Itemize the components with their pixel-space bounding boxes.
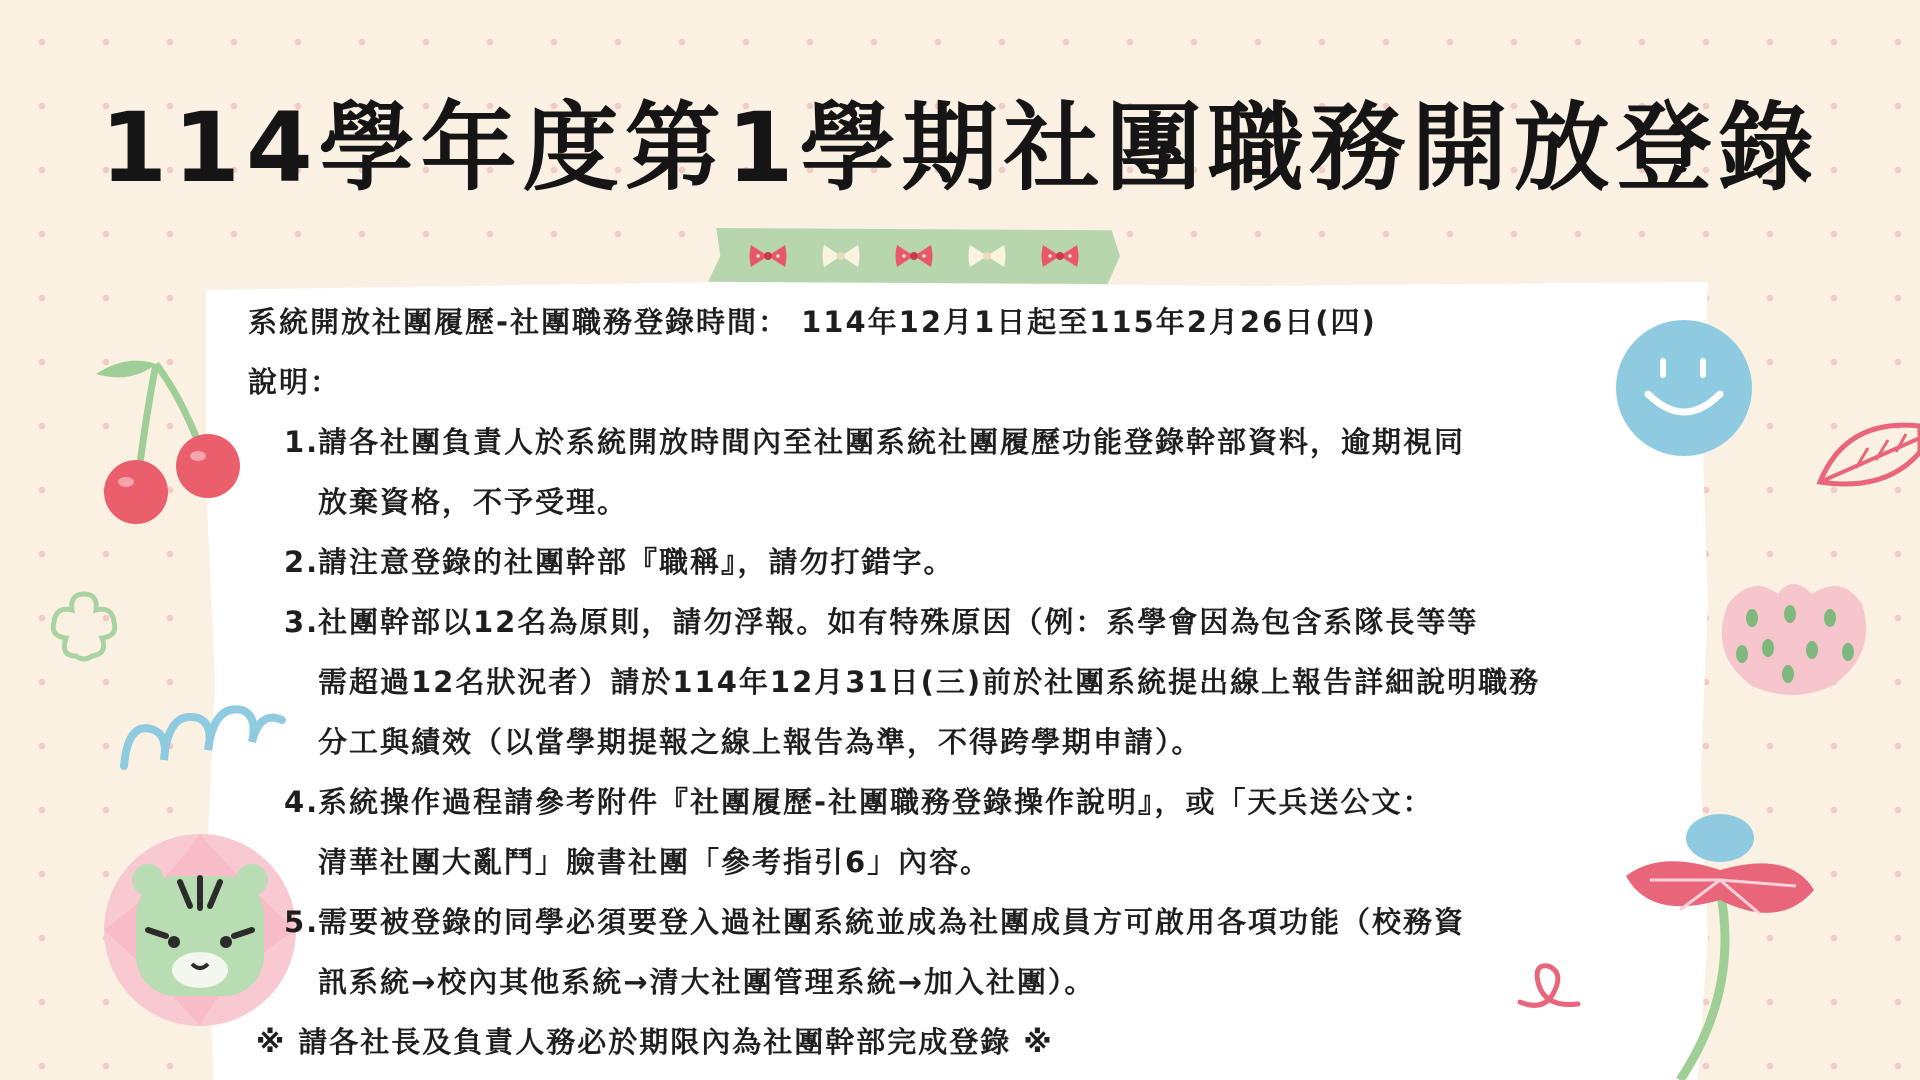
item-text: 需超過12名狀況者）請於114年12月31日(三)前於社團系統提出線上報告詳細說明職務	[318, 665, 1541, 699]
item-number: 1.	[284, 425, 320, 459]
item-number: 5.	[284, 905, 320, 939]
item-text: 分工與績效（以當學期提報之線上報告為準，不得跨學期申請）。	[318, 725, 1203, 759]
footer-note: ※ 請各社長及負責人務必於期限內為社團幹部完成登錄 ※	[256, 1025, 1054, 1059]
item-text: 系統操作過程請參考附件『社團履歷-社團職務登錄操作說明』，或「天兵送公文：	[318, 785, 1434, 819]
announcement-content	[248, 292, 1688, 1072]
item-text: 訊系統→校內其他系統→清大社團管理系統→加入社團）。	[318, 965, 1096, 999]
explanation-label: 說明：	[248, 365, 342, 399]
cherry-icon	[86, 344, 256, 534]
washi-tape	[708, 228, 1120, 284]
strawberry-flower-icon	[1712, 574, 1872, 698]
bow-red-icon	[748, 241, 788, 271]
bow-cream-icon	[967, 241, 1007, 271]
item-number: 2.	[284, 545, 320, 579]
item-text: 清華社團大亂鬥」臉書社團「參考指引6」內容。	[318, 845, 992, 879]
item-text: 社團幹部以12名為原則，請勿浮報。如有特殊原因（例：系學會因為包含系隊長等等	[318, 605, 1479, 639]
item-number: 3.	[284, 605, 320, 639]
bow-cream-icon	[821, 241, 861, 271]
list-item	[248, 892, 1688, 1012]
list-item	[248, 772, 1688, 892]
leaf-icon	[1816, 412, 1920, 502]
item-text: 請各社團負責人於系統開放時間內至社團系統社團履歷功能登錄幹部資料，逾期視同	[318, 425, 1466, 459]
item-number: 4.	[284, 785, 320, 819]
list-item	[248, 412, 1688, 532]
item-text: 放棄資格，不予受理。	[318, 485, 629, 519]
item-text: 需要被登錄的同學必須要登入過社團系統並成為社團成員方可啟用各項功能（校務資	[318, 905, 1466, 939]
registration-period: 系統開放社團履歷-社團職務登錄時間： 114年12月1日起至115年2月26日(四)	[248, 305, 1377, 339]
item-text: 請注意登錄的社團幹部『職稱』，請勿打錯字。	[318, 545, 955, 579]
list-item	[248, 532, 1688, 592]
bow-red-icon	[894, 241, 934, 271]
flower-outline-icon	[44, 586, 124, 666]
list-item	[248, 592, 1688, 772]
bow-red-icon	[1040, 241, 1080, 271]
page-title: 114學年度第1學期社團職務開放登錄	[100, 92, 1820, 204]
